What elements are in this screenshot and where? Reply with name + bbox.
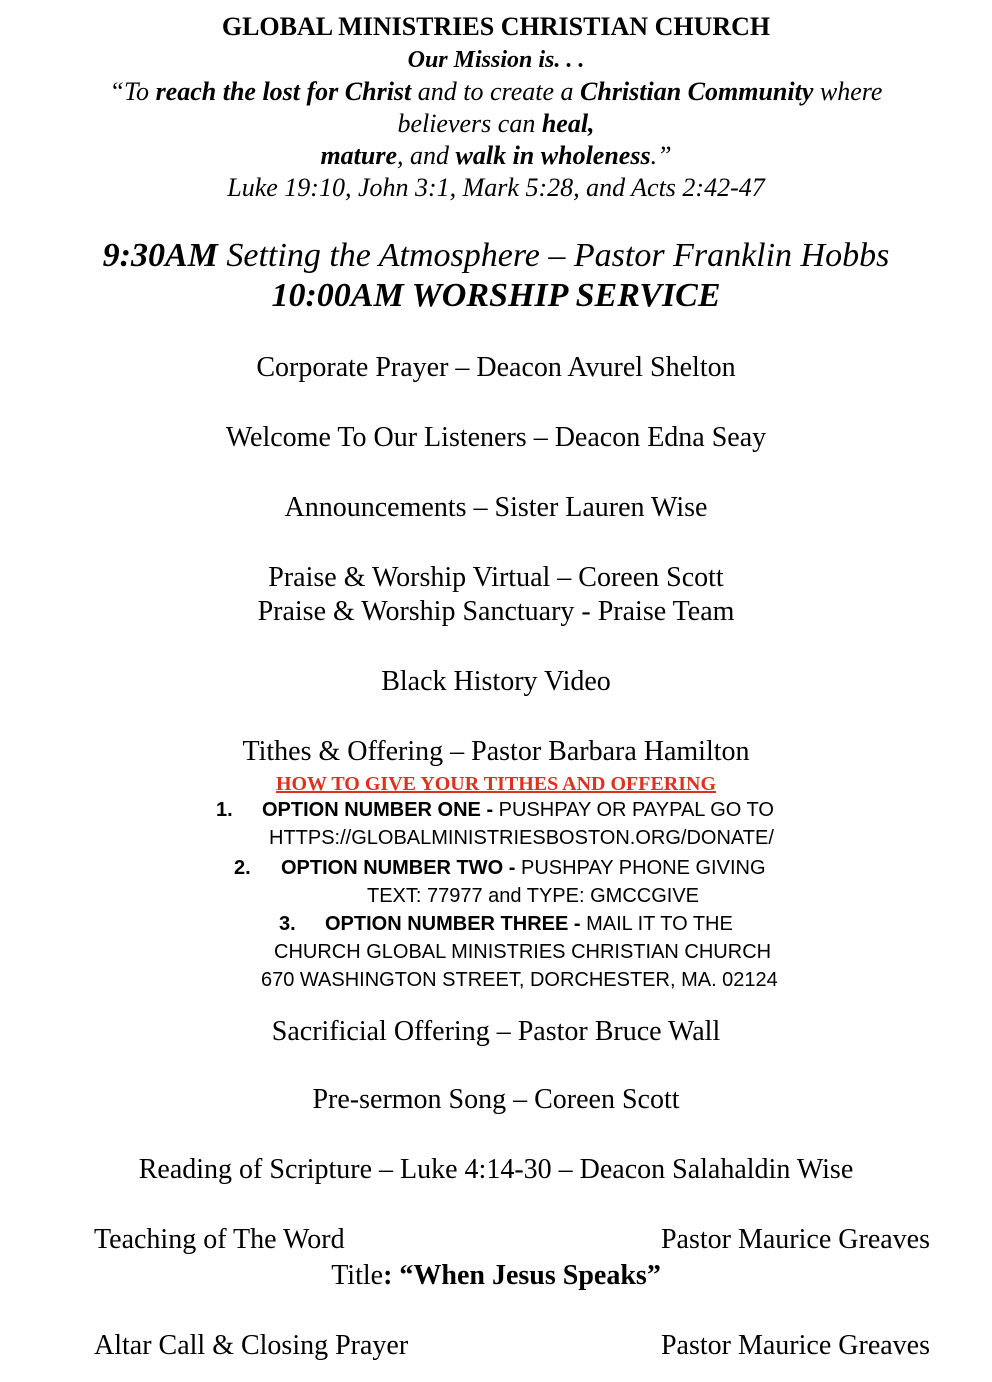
- mission-line-3: mature, and walk in wholeness.”: [320, 141, 672, 170]
- praise-worship-virtual: Praise & Worship Virtual – Coreen Scott: [268, 562, 724, 593]
- altar-call-name: Pastor Maurice Greaves: [660, 1330, 930, 1361]
- scripture-references: Luke 19:10, John 3:1, Mark 5:28, and Acts 2:42-47: [227, 173, 765, 202]
- reading-of-scripture: Reading of Scripture – Luke 4:14-30 – Deacon Salahaldin Wise: [138, 1154, 854, 1185]
- option-2-number: 2.: [234, 857, 251, 879]
- atmosphere-line: 9:30AM Setting the Atmosphere – Pastor Franklin Hobbs: [102, 237, 890, 274]
- teaching-name: Pastor Maurice Greaves: [660, 1224, 930, 1255]
- option-1-line-1: OPTION NUMBER ONE - PUSHPAY OR PAYPAL GO TO: [262, 799, 774, 821]
- worship-service-heading: 10:00AM WORSHIP SERVICE: [271, 277, 721, 314]
- corporate-prayer: Corporate Prayer – Deacon Avurel Shelton: [256, 352, 736, 383]
- option-2-line-2: TEXT: 77977 and TYPE: GMCCGIVE: [367, 885, 699, 907]
- sacrificial-offering: Sacrificial Offering – Pastor Bruce Wall: [271, 1016, 721, 1047]
- tithes-offering: Tithes & Offering – Pastor Barbara Hamilton: [242, 736, 750, 767]
- option-3-line-3: 670 WASHINGTON STREET, DORCHESTER, MA. 02124: [261, 969, 778, 991]
- option-3-number: 3.: [279, 913, 296, 935]
- teaching-label: Teaching of The Word: [94, 1224, 345, 1255]
- mission-line-2: believers can heal,: [397, 109, 595, 138]
- option-2-line-1: OPTION NUMBER TWO - PUSHPAY PHONE GIVING: [281, 857, 766, 879]
- option-1-number: 1.: [216, 799, 233, 821]
- welcome-listeners: Welcome To Our Listeners – Deacon Edna Seay: [225, 422, 767, 453]
- option-3-line-2: CHURCH GLOBAL MINISTRIES CHRISTIAN CHURCH: [274, 941, 772, 963]
- giving-heading: HOW TO GIVE YOUR TITHES AND OFFERING: [275, 773, 717, 795]
- option-1-url: HTTPS://GLOBALMINISTRIESBOSTON.ORG/DONATE/: [269, 827, 774, 849]
- black-history-video: Black History Video: [381, 666, 611, 697]
- pre-sermon-song: Pre-sermon Song – Coreen Scott: [312, 1084, 680, 1115]
- praise-worship-sanctuary: Praise & Worship Sanctuary - Praise Team: [257, 596, 735, 627]
- altar-call-label: Altar Call & Closing Prayer: [94, 1330, 409, 1361]
- announcements: Announcements – Sister Lauren Wise: [284, 492, 708, 523]
- option-3-line-1: OPTION NUMBER THREE - MAIL IT TO THE: [325, 913, 733, 935]
- sermon-title: Title: “When Jesus Speaks”: [331, 1260, 661, 1291]
- church-name: GLOBAL MINISTRIES CHRISTIAN CHURCH: [221, 12, 771, 41]
- mission-heading: Our Mission is. . .: [407, 47, 585, 73]
- mission-line-1: “To reach the lost for Christ and to create a Christian Community where: [109, 77, 883, 106]
